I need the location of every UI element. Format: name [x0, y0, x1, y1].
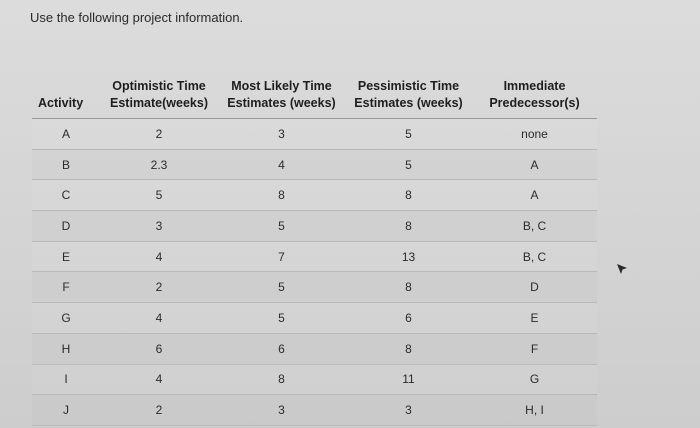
cell-pessimistic: 11 [345, 364, 472, 395]
cell-pessimistic: 8 [345, 211, 472, 242]
cell-predecessor: G [472, 364, 597, 395]
cell-optimistic: 4 [100, 303, 218, 334]
header-predecessor: Immediate Predecessor(s) [472, 60, 597, 119]
cell-activity: E [32, 241, 100, 272]
header-most-likely: Most Likely Time Estimates (weeks) [218, 60, 345, 119]
table-header-row [32, 60, 597, 119]
cell-optimistic: 2.3 [100, 149, 218, 180]
cell-pessimistic: 13 [345, 241, 472, 272]
cell-activity: A [32, 119, 100, 150]
cell-predecessor: F [472, 333, 597, 364]
arrow-cursor-icon [616, 263, 628, 275]
cell-pessimistic: 6 [345, 303, 472, 334]
project-table-container [32, 60, 597, 426]
cell-optimistic: 6 [100, 333, 218, 364]
cell-predecessor: E [472, 303, 597, 334]
cell-most-likely: 5 [218, 211, 345, 242]
cell-optimistic: 2 [100, 395, 218, 426]
table-row [32, 303, 597, 334]
table-row [32, 211, 597, 242]
table-row [32, 241, 597, 272]
table-row [32, 364, 597, 395]
cell-most-likely: 3 [218, 119, 345, 150]
cell-pessimistic: 5 [345, 149, 472, 180]
cell-most-likely: 8 [218, 180, 345, 211]
cell-predecessor: A [472, 180, 597, 211]
project-table [32, 60, 597, 426]
cell-most-likely: 6 [218, 333, 345, 364]
cell-activity: I [32, 364, 100, 395]
cell-activity: B [32, 149, 100, 180]
cell-pessimistic: 8 [345, 333, 472, 364]
cell-activity: D [32, 211, 100, 242]
cell-activity: J [32, 395, 100, 426]
cell-predecessor: A [472, 149, 597, 180]
cell-activity: F [32, 272, 100, 303]
cell-most-likely: 7 [218, 241, 345, 272]
header-activity: Activity [32, 60, 100, 119]
cell-optimistic: 2 [100, 272, 218, 303]
table-row [32, 272, 597, 303]
cell-predecessor: H, I [472, 395, 597, 426]
table-row [32, 333, 597, 364]
cell-pessimistic: 3 [345, 395, 472, 426]
header-optimistic: Optimistic Time Estimate(weeks) [100, 60, 218, 119]
cell-most-likely: 8 [218, 364, 345, 395]
cell-activity: G [32, 303, 100, 334]
cell-most-likely: 5 [218, 303, 345, 334]
cell-optimistic: 4 [100, 364, 218, 395]
cell-predecessor: B, C [472, 241, 597, 272]
cell-optimistic: 4 [100, 241, 218, 272]
cell-activity: C [32, 180, 100, 211]
cell-optimistic: 2 [100, 119, 218, 150]
table-row [32, 119, 597, 150]
cell-activity: H [32, 333, 100, 364]
cell-optimistic: 3 [100, 211, 218, 242]
cell-most-likely: 4 [218, 149, 345, 180]
table-row [32, 180, 597, 211]
cell-predecessor: none [472, 119, 597, 150]
cell-most-likely: 3 [218, 395, 345, 426]
header-pessimistic: Pessimistic Time Estimates (weeks) [345, 60, 472, 119]
cell-pessimistic: 5 [345, 119, 472, 150]
table-row [32, 395, 597, 426]
cell-pessimistic: 8 [345, 272, 472, 303]
cell-pessimistic: 8 [345, 180, 472, 211]
table-row [32, 149, 597, 180]
cell-predecessor: D [472, 272, 597, 303]
cell-predecessor: B, C [472, 211, 597, 242]
cell-optimistic: 5 [100, 180, 218, 211]
cell-most-likely: 5 [218, 272, 345, 303]
instruction-text: Use the following project information. [30, 10, 244, 25]
